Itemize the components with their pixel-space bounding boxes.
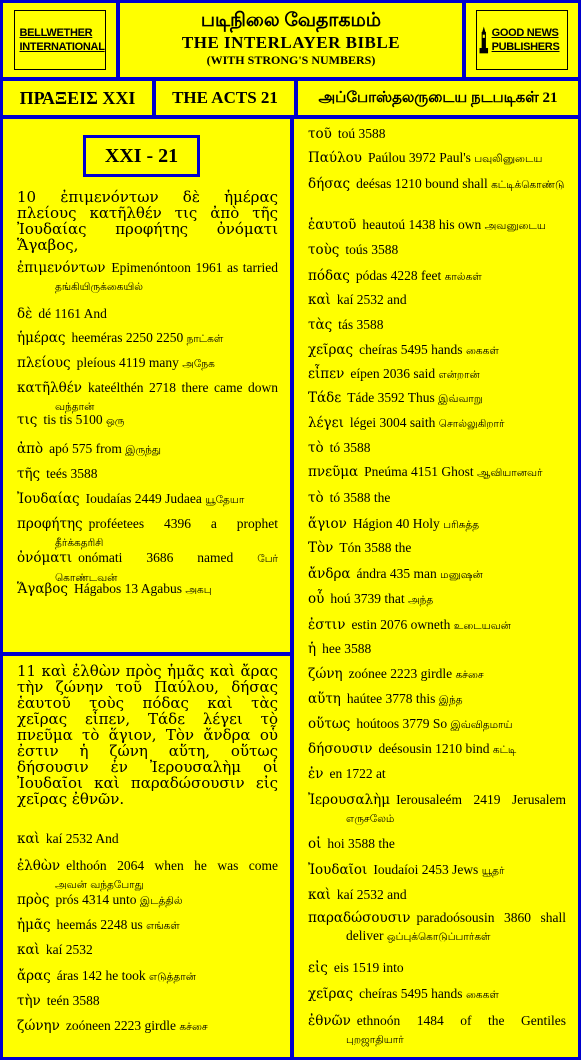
gloss: deésas 1210 bound shall [356,176,492,191]
tamil-gloss: என்றான் [438,369,480,381]
greek-word: καὶ [17,831,40,847]
tamil-gloss: புறஜாதியார் [346,1034,404,1046]
right-logo-box [466,3,578,77]
gloss: cheíras 5495 hands [359,342,466,357]
gloss: tó 3588 the [329,490,391,505]
word-entry [308,175,566,194]
word-entry [17,857,278,894]
gloss: Epimenóntoon 1961 as tarried [111,260,278,275]
gloss: kaí 2532 And [45,831,119,846]
greek-word: δὲ [17,306,33,322]
tamil-gloss: கட்டி [492,744,517,756]
gloss: eípen 2036 said [350,366,439,381]
greek-word: Ἰουδαῖοι [308,862,368,878]
greek-word: ζώνη [308,666,343,682]
greek-word: ἡ [308,641,317,657]
greek-word: καὶ [308,887,331,903]
gloss: Pneúma 4151 Ghost [364,464,478,479]
word-entry [308,861,566,880]
gloss: hoútoos 3779 So [356,716,451,731]
greek-word: Τὸν [308,540,334,556]
tamil-gloss: இந்த [438,694,463,706]
word-entry [308,665,566,684]
greek-word: δήσουσιν [308,741,373,757]
greek-word: ἅγιον [308,516,347,532]
tamil-gloss: எடுத்தான் [148,971,196,983]
gloss: heeméras 2250 2250 [71,330,187,345]
gloss: Ioudaíoi 2453 Jews [373,862,482,877]
greek-word: τις [17,412,38,428]
gloss: ethnoón 1484 of the Gentiles [356,1013,566,1028]
word-entry [308,886,566,904]
word-entry [308,125,566,143]
word-entry [308,341,566,360]
gloss: zoóneen 2223 girdle [65,1018,180,1033]
word-entry [17,490,278,509]
tamil-gloss: அவன் வந்தபோது [55,879,144,891]
verse-11-panel [3,656,290,1057]
word-entry [308,590,566,609]
word-entry [308,909,566,946]
chapter-badge: XXI - 21 [83,135,200,177]
gloss: apó 575 from [49,441,126,456]
gloss: kaí 2532 and [336,887,407,902]
tamil-gloss: பவுலினுடைய [474,153,543,165]
gloss: Tón 3588 the [339,540,412,555]
gloss: pleíous 4119 many [76,355,183,370]
gloss: Ioudaías 2449 Judaea [85,491,206,506]
verse-11-text: 11 καὶ ἐλθὼν πρὸς ἡμᾶς καὶ ἄρας τὴν ζώνην τοῦ Παύλου, δήσας ἑαυτοῦ τοὺς πόδας καὶ τὰς χεῖρας εἶπεν, Τάδε λέγει τὸ πνεῦμα τὸ ἅγιον, Τὸν ἄνδρα οὗ ἐστιν ἡ ζώνη αὕτη, οὕτως δήσουσιν ἐν Ἰερουσαλὴμ οἱ Ἰουδαῖοι καὶ παραδώσουσιν εἰς χεῖρας ἐθνῶν. [17,662,278,808]
word-entry [17,891,278,910]
word-entry [17,259,278,296]
greek-word: πρὸς [17,892,50,908]
gloss: Paúlou 3972 Paul's [368,150,475,165]
word-entry [17,440,278,459]
greek-word: ἐστιν [308,617,346,633]
greek-word: Ἰουδαίας [17,491,80,507]
word-entry [17,580,278,599]
word-entry [308,316,566,334]
tamil-gloss: அந்த [407,594,434,606]
greek-word: ὀνόματι [17,550,73,566]
greek-word: Ἰερουσαλὴμ [308,792,391,808]
greek-word: δήσας [308,176,351,192]
word-entry [17,515,278,552]
gloss: haútee 3778 this [346,691,439,706]
greek-word: οὕτως [308,716,351,732]
tamil-gloss: சொல்லுகிறார் [438,418,505,430]
greek-word: προφήτης [17,516,83,532]
tamil-gloss: வந்தான் [55,401,95,413]
word-entry [308,765,566,783]
word-entry [308,216,566,235]
book-tamil: அப்போஸ்தலருடைய நடபடிகள் 21 [298,81,578,115]
tamil-gloss: கட்டிக்கொண்டு [491,179,565,191]
greek-word: ἑαυτοῦ [308,217,357,233]
gloss: heemás 2248 us [56,917,147,932]
tamil-gloss: மனுஷன் [440,569,483,581]
greek-word: ἡμᾶς [17,917,51,933]
tamil-gloss: ஒரு [105,415,125,427]
gloss: légei 3004 saith [349,415,439,430]
word-entry [308,1012,566,1049]
greek-word: χεῖρας [308,342,354,358]
subtitle: (WITH STRONG'S NUMBERS) [206,53,376,67]
greek-word: Ἅγαβος [17,581,68,597]
tamil-gloss: நாட்கள் [186,333,224,345]
word-entry [308,489,566,507]
gloss: kaí 2532 and [336,292,407,307]
greek-word: ζώνην [17,1018,60,1034]
greek-word: εἰς [308,960,328,976]
word-entry [17,1017,278,1036]
tamil-gloss: இருந்து [125,444,162,456]
greek-word: ἄνδρα [308,566,351,582]
greek-word: οἱ [308,836,322,852]
word-entry [308,291,566,309]
verse-10-text: 10 ἐπιμενόντων δὲ ἡμέρας πλείους κατῆλθέν τις ἀπὸ τῆς Ἰουδαίας προφήτης ὀνόματι Ἅγαβος, [17,188,278,254]
greek-word: κατῆλθέν [17,380,82,396]
word-entry [308,515,566,534]
gloss: zoónee 2223 girdle [348,666,456,681]
word-entry [17,941,278,959]
greek-word: τοῦ [308,126,332,142]
greek-word: ἡμέρας [17,330,66,346]
word-entry [308,565,566,584]
word-entry [308,616,566,635]
gloss: tó 3588 [329,440,371,455]
gloss: teén 3588 [46,993,100,1008]
greek-word: ἐλθὼν [17,858,61,874]
tamil-gloss: கைகள் [465,345,499,357]
gloss: tás 3588 [338,317,384,332]
word-entry [308,539,566,557]
gloss: kaí 2532 [45,942,93,957]
word-entry [308,690,566,709]
greek-word: τῆς [17,466,41,482]
word-entry [17,992,278,1010]
greek-word: λέγει [308,415,344,431]
gloss: Hágabos 13 Agabus [73,581,186,596]
gloss: cheíras 5495 hands [359,986,466,1001]
word-entry [17,465,278,483]
book-greek: ΠΡΑΞΕΙΣ XXI [3,81,152,115]
word-entry [308,414,566,433]
gloss: toú 3588 [337,126,386,141]
greek-word: αὕτη [308,691,341,707]
tamil-gloss: உடையவன் [453,620,511,632]
gloss: proféetees 4396 a prophet [88,516,278,531]
tamil-gloss: கச்சை [455,669,484,681]
word-entry [308,389,566,408]
gloss: eis 1519 into [333,960,404,975]
greek-word: Παύλου [308,150,362,166]
tamil-gloss: தீர்க்கதரிசி [55,537,104,549]
gloss: toús 3588 [345,242,399,257]
word-entry [308,365,566,384]
tamil-gloss: அநேக [182,358,215,370]
word-entry [17,916,278,935]
book-english: THE ACTS 21 [156,81,294,115]
tamil-gloss: யூதர் [481,865,505,877]
greek-word: καὶ [308,292,331,308]
greek-word: ἀπὸ [17,441,44,457]
title-box [120,3,462,77]
right-logo-text: GOOD NEWS PUBLISHERS [491,27,560,53]
gloss: pódas 4228 feet [355,268,445,283]
tamil-gloss: கச்சை [179,1021,208,1033]
title-tamil: படிநிலை வேதாகமம் [200,10,382,31]
tamil-gloss: கைகள் [465,989,499,1001]
tamil-gloss: எருசலேம் [346,813,395,825]
word-entry [308,241,566,259]
greek-word: πνεῦμα [308,464,359,480]
greek-word: Τάδε [308,390,342,406]
greek-word: τὸ [308,440,324,456]
gloss: onómati 3686 named [78,550,258,565]
greek-word: παραδώσουσιν [308,910,411,926]
gloss: ándra 435 man [356,566,441,581]
tamil-gloss: பரிசுத்த [443,519,480,531]
gloss: en 1722 at [329,766,386,781]
tamil-gloss: இடத்தில் [139,895,183,907]
greek-word: καὶ [17,942,40,958]
gloss: Táde 3592 Thus [347,390,439,405]
goodnews-logo [476,10,568,70]
greek-word: οὗ [308,591,325,607]
tamil-gloss: இவ்வாறு [438,393,483,405]
gloss: heautoú 1438 his own [362,217,485,232]
tamil-gloss: இவ்விதமாய் [450,719,513,731]
tamil-gloss: ஒப்புக்கொடுப்பார்கள் [386,931,491,943]
tamil-gloss: பேர் கொண்டவன் [55,553,278,584]
verse-10-panel [3,119,290,652]
gloss: teés 3588 [46,466,98,481]
gloss: paradoósousin 3860 shall deliver [346,910,566,943]
gloss: hoi 3588 the [327,836,395,851]
greek-word: ἐν [308,766,324,782]
word-entry [308,715,566,734]
tamil-gloss: அவனுடைய [484,220,546,232]
gloss: tis tis 5100 [43,412,106,427]
word-entry [17,411,278,430]
left-logo-box [3,3,116,77]
gloss: áras 142 he took [56,968,149,983]
word-entry [308,267,566,286]
gloss: hee 3588 [322,641,372,656]
tamil-gloss: ஆவியானவர் [477,467,543,479]
word-entry [308,985,566,1004]
word-entry [17,967,278,986]
tamil-gloss: அகபு [185,584,212,596]
word-entry [308,791,566,828]
greek-word: πλείους [17,355,71,371]
word-entry [17,830,278,848]
greek-word: τὰς [308,317,333,333]
gloss: dé 1161 And [38,306,107,321]
greek-word: πόδας [308,268,350,284]
tower-icon [479,15,489,65]
word-entry [17,329,278,348]
title-english: THE INTERLAYER BIBLE [181,33,401,52]
word-entry [17,354,278,373]
left-logo-text: BELLWETHER INTERNATIONAL [19,27,105,53]
gloss: hoú 3739 that [330,591,408,606]
word-entry [308,959,566,977]
greek-word: ἐθνῶν [308,1013,351,1029]
tamil-gloss: யூதேயா [205,494,245,506]
tamil-gloss: கால்கள் [444,271,482,283]
word-entry [308,463,566,482]
word-entry [308,835,566,853]
word-entry [308,439,566,457]
greek-word: εἶπεν [308,366,345,382]
word-entry [308,740,566,759]
bellwether-logo [14,10,106,70]
greek-word: τοὺς [308,242,340,258]
tamil-gloss: எங்கள் [146,920,180,932]
greek-word: ἐπιμενόντων [17,260,106,276]
gloss: prós 4314 unto [55,892,140,907]
gloss: elthoón 2064 when he was come [66,858,278,873]
greek-word: ἄρας [17,968,51,984]
verse-11-panel-right [294,119,578,1057]
word-entry [17,305,278,323]
gloss: kateélthén 2718 there came down [88,380,278,395]
word-entry [308,149,566,168]
gloss: Ierousaleém 2419 Jerusalem [396,792,566,807]
gloss: Hágion 40 Holy [352,516,444,531]
gloss: deésousin 1210 bind [378,741,493,756]
greek-word: τὸ [308,490,324,506]
word-entry [308,640,566,658]
greek-word: χεῖρας [308,986,354,1002]
gloss: estin 2076 owneth [351,617,454,632]
tamil-gloss: தங்கியிருக்கையில் [55,281,144,293]
greek-word: τὴν [17,993,41,1009]
